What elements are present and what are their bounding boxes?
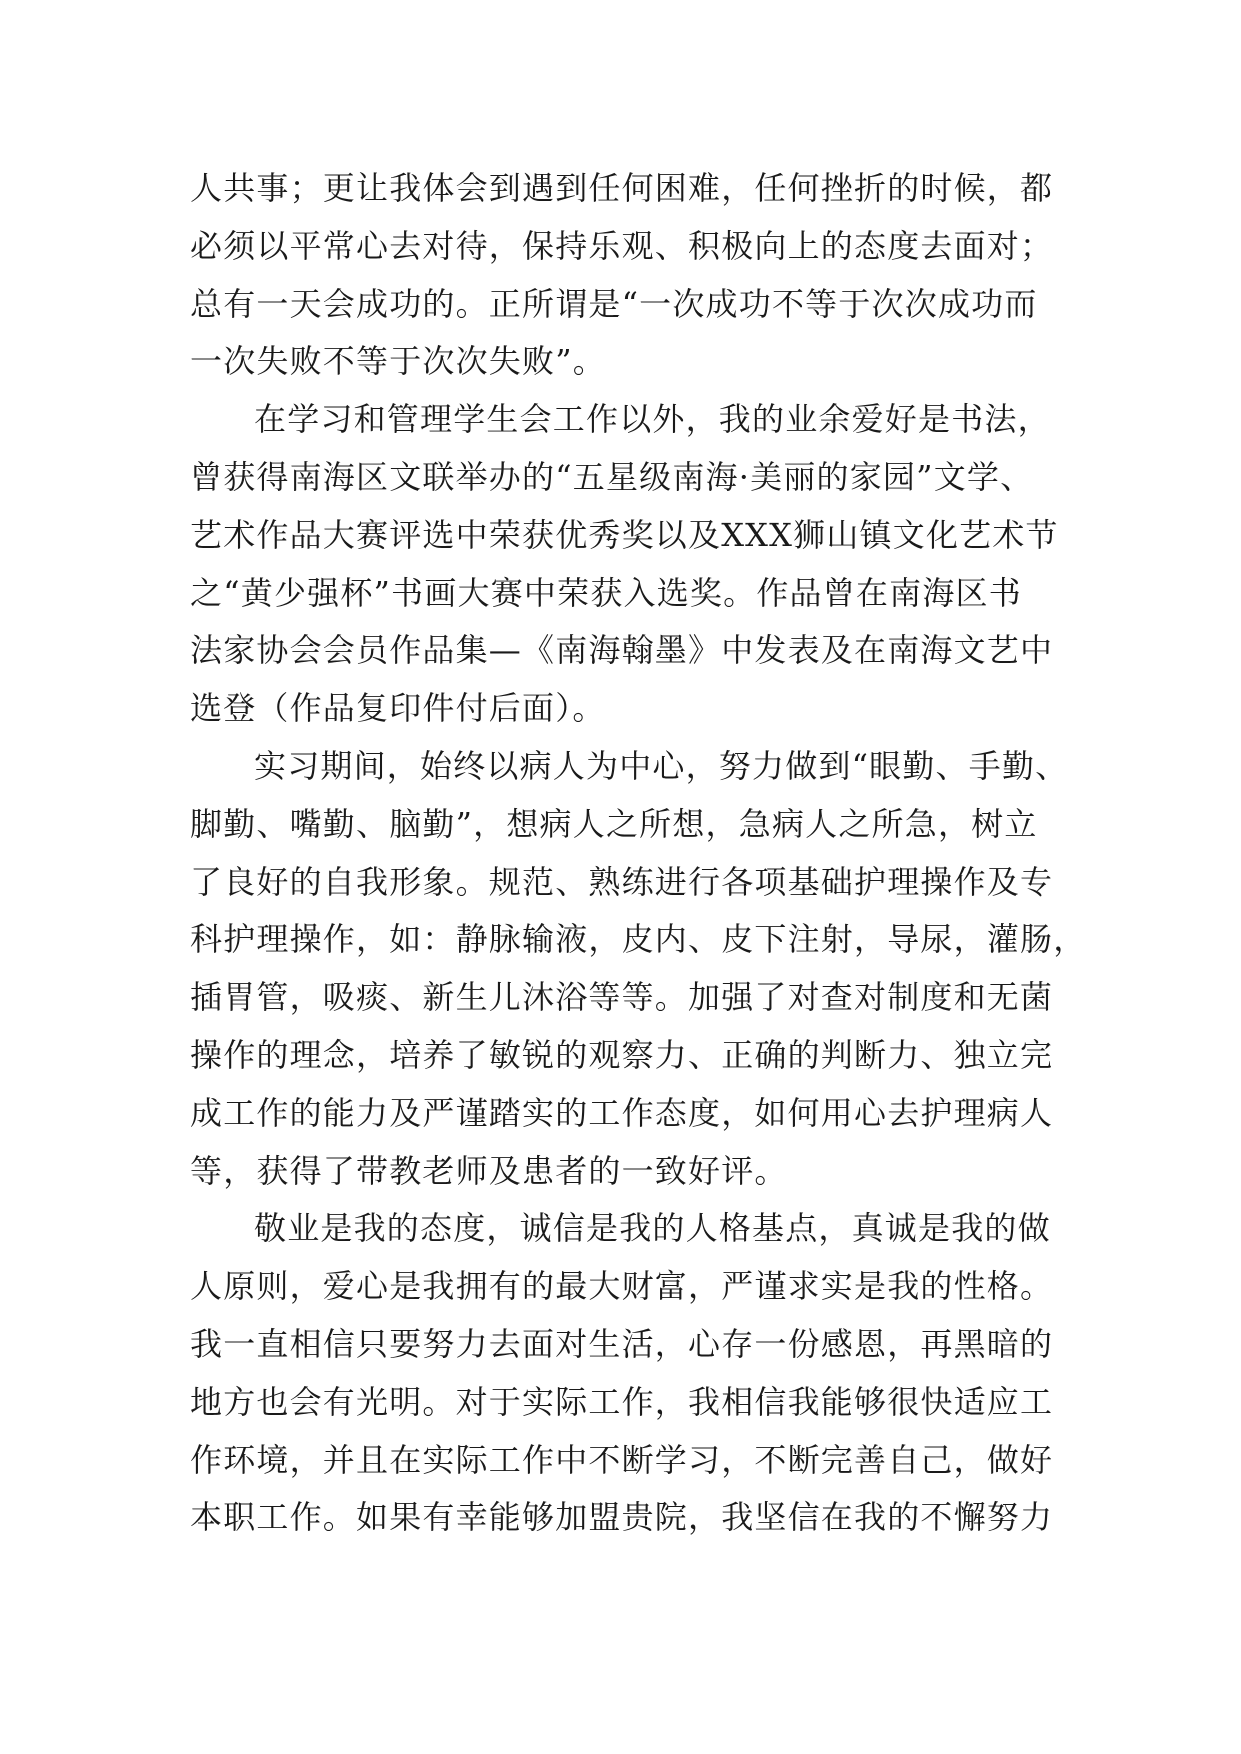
text-line: 作环境，并且在实际工作中不断学习，不断完善自己，做好: [190, 1440, 1054, 1479]
paragraph-1: [190, 160, 1054, 391]
text-line: 地方也会有光明。对于实际工作，我相信我能够很快适应工: [190, 1382, 1054, 1421]
paragraph-3: [190, 738, 1087, 1200]
text-line: 曾获得南海区文联举办的“五星级南海·美丽的家园”文学、: [190, 457, 1034, 496]
text-line: 等，获得了带教老师及患者的一致好评。: [190, 1151, 788, 1190]
paragraph-2: [190, 391, 1059, 738]
text-line: 了良好的自我形象。规范、熟练进行各项基础护理操作及专: [190, 862, 1054, 901]
text-line: 人原则，爱心是我拥有的最大财富，严谨求实是我的性格。: [190, 1267, 1054, 1306]
text-line: 在学习和管理学生会工作以外，我的业余爱好是书法，: [254, 400, 1051, 439]
text-line: 必须以平常心去对待，保持乐观、积极向上的态度去面对；: [190, 226, 1054, 265]
document-body: [190, 160, 1087, 1547]
text-line: 插胃管，吸痰、新生儿沐浴等等。加强了对查对制度和无菌: [190, 978, 1054, 1017]
text-line: 之“黄少强杯”书画大赛中荣获入选奖。作品曾在南海区书: [190, 573, 1022, 612]
text-line: 操作的理念，培养了敏锐的观察力、正确的判断力、独立完: [190, 1035, 1054, 1074]
text-line: 法家协会会员作品集—《南海翰墨》中发表及在南海文艺中: [190, 631, 1054, 670]
text-line: 脚勤、嘴勤、脑勤”，想病人之所想，急病人之所急，树立: [190, 804, 1038, 843]
text-line: 一次失败不等于次次失败”。: [190, 342, 606, 381]
text-line: 总有一天会成功的。正所谓是“一次成功不等于次次成功而: [190, 284, 1038, 323]
text-line: 人共事；更让我体会到遇到任何困难，任何挫折的时候，都: [190, 169, 1054, 207]
text-line: 选登（作品复印件付后面）。: [190, 689, 606, 728]
text-line: 科护理操作，如：静脉输液，皮内、皮下注射，导尿，灌肠，: [190, 920, 1087, 959]
text-line: 实习期间，始终以病人为中心，努力做到“眼勤、手勤、: [254, 746, 1069, 785]
text-line: 成工作的能力及严谨踏实的工作态度，如何用心去护理病人: [190, 1093, 1054, 1132]
text-line: 我一直相信只要努力去面对生活，心存一份感恩，再黑暗的: [190, 1324, 1054, 1363]
paragraph-4: [190, 1200, 1054, 1547]
text-line: 本职工作。如果有幸能够加盟贵院，我坚信在我的不懈努力: [190, 1498, 1054, 1537]
text-line: 艺术作品大赛评选中荣获优秀奖以及XXX狮山镇文化艺术节: [190, 515, 1059, 554]
text-line: 敬业是我的态度，诚信是我的人格基点，真诚是我的做: [254, 1209, 1051, 1248]
